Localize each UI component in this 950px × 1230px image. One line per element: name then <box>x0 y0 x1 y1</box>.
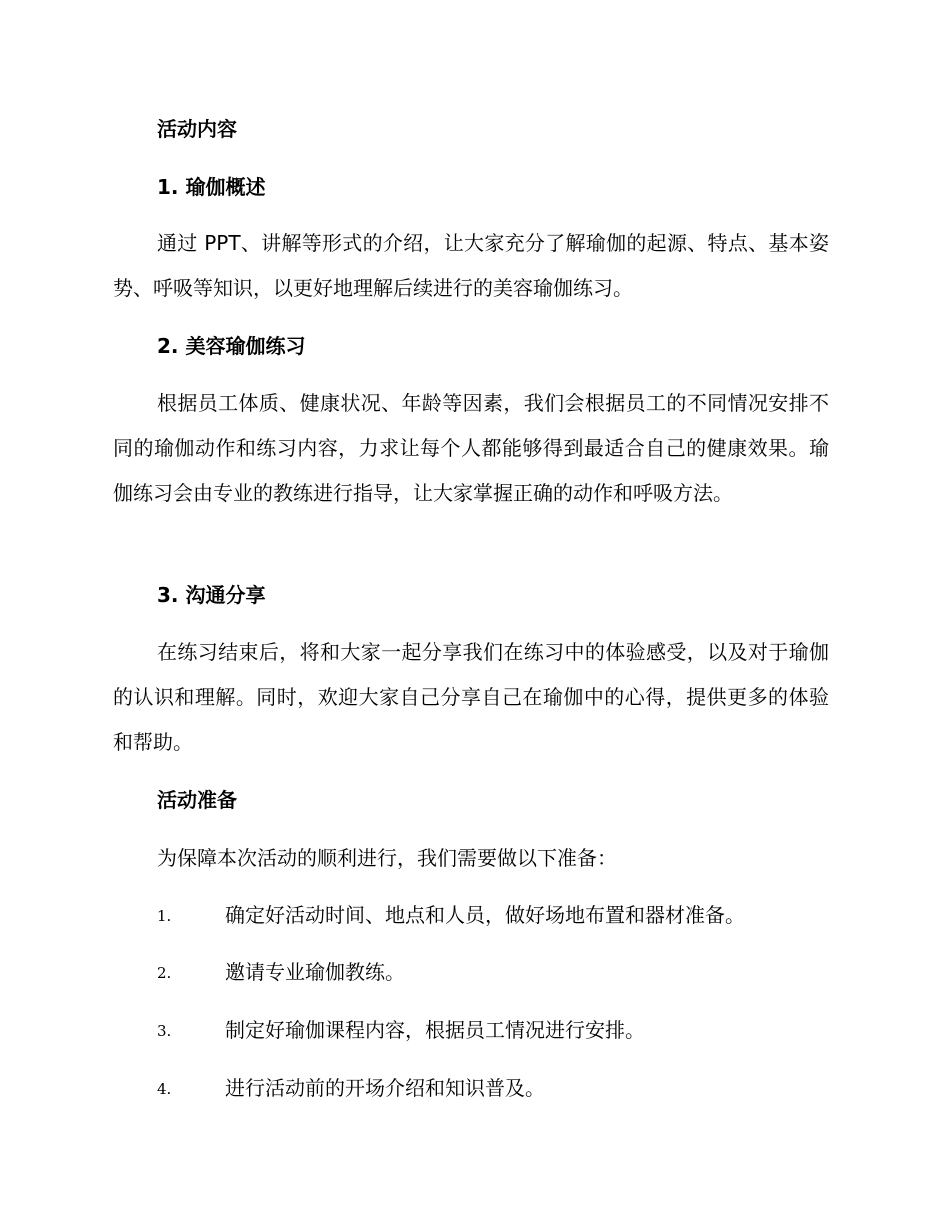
list-number: 4. <box>157 1080 172 1098</box>
list-text: 制定好瑜伽课程内容，根据员工情况进行安排。 <box>225 1018 645 1042</box>
list-item <box>157 1074 857 1104</box>
subheading-communication-sharing: 3. 沟通分享 <box>157 583 266 607</box>
paragraph-beauty-yoga-practice: 根据员工体质、健康状况、年龄等因素，我们会根据员工的不同情况安排不同的瑜伽动作和练习内容，力求让每个人都能够得到最适合自己的健康效果。瑜伽练习会由专业的教练进行指导，让大家掌握正确的动作和呼吸方法。 <box>113 391 829 505</box>
section-title-activity-content: 活动内容 <box>157 117 237 141</box>
section-title-activity-preparation: 活动准备 <box>157 788 237 812</box>
list-item <box>157 901 857 931</box>
list-text: 进行活动前的开场介绍和知识普及。 <box>225 1076 545 1100</box>
preparation-intro: 为保障本次活动的顺利进行，我们需要做以下准备： <box>157 846 617 870</box>
paragraph-communication-sharing: 在练习结束后，将和大家一起分享我们在练习中的体验感受，以及对于瑜伽的认识和理解。同时，欢迎大家自己分享自己在瑜伽中的心得，提供更多的体验和帮助。 <box>113 640 829 754</box>
list-number: 1. <box>157 907 172 925</box>
list-number: 3. <box>157 1022 172 1040</box>
list-text: 邀请专业瑜伽教练。 <box>225 960 405 984</box>
list-number: 2. <box>157 964 172 982</box>
paragraph-yoga-overview: 通过 PPT、讲解等形式的介绍，让大家充分了解瑜伽的起源、特点、基本姿势、呼吸等知识，以更好地理解后续进行的美容瑜伽练习。 <box>113 231 829 300</box>
list-text: 确定好活动时间、地点和人员，做好场地布置和器材准备。 <box>225 903 745 927</box>
list-item <box>157 1016 857 1046</box>
subheading-beauty-yoga-practice: 2. 美容瑜伽练习 <box>157 334 306 358</box>
list-item <box>157 958 857 988</box>
subheading-yoga-overview: 1. 瑜伽概述 <box>157 175 266 199</box>
